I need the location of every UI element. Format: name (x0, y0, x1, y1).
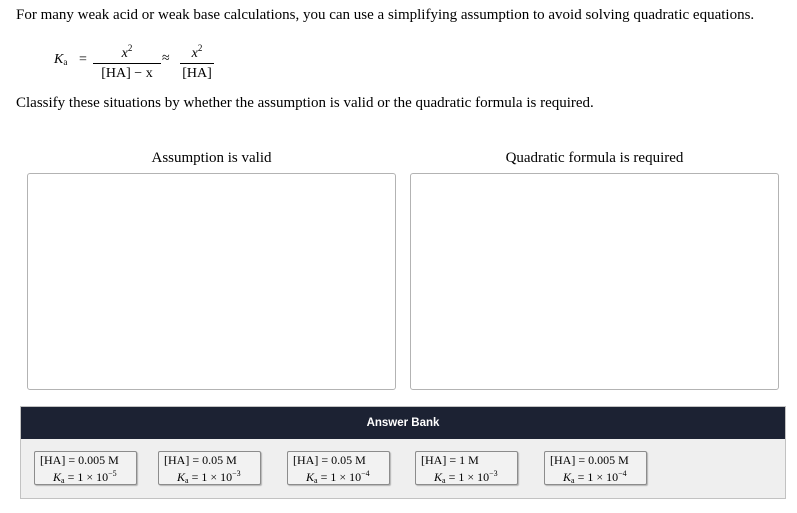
ka-text: $K_a = 1 \times 10^{-4}$ (563, 469, 627, 485)
ka-text: $K_a = 1 \times 10^{-3}$ (177, 469, 241, 485)
concentration-text: [HA] = 0.05 M (164, 453, 237, 467)
ka-text: $K_a = 1 \times 10^{-4}$ (306, 469, 370, 485)
numerator: $x^2$ (191, 43, 203, 61)
denominator-full: [HA] − x (101, 66, 153, 81)
approx-sign: ≈ (162, 51, 170, 66)
equals-sign: = (79, 52, 87, 67)
instruction-text: Classify these situations by whether the assumption is valid or the quadratic formula is required. (16, 95, 594, 111)
fraction-full (93, 40, 161, 82)
answer-bank-title: Answer Bank (21, 407, 785, 439)
fraction-simple (180, 40, 214, 82)
ka-text: $K_a = 1 \times 10^{-5}$ (53, 469, 117, 485)
answer-card[interactable] (34, 451, 137, 485)
fraction-bar (93, 63, 161, 64)
category-label-valid: Assumption is valid (151, 150, 272, 166)
denominator-simple: [HA] (182, 66, 212, 81)
concentration-text: [HA] = 1 M (421, 453, 479, 467)
concentration-text: [HA] = 0.05 M (293, 453, 366, 467)
answer-card[interactable] (287, 451, 390, 485)
ka-text: $K_a = 1 \times 10^{-3}$ (434, 469, 498, 485)
answer-card[interactable] (415, 451, 518, 485)
concentration-text: [HA] = 0.005 M (40, 453, 119, 467)
drop-zone-valid[interactable] (27, 173, 396, 390)
ka-symbol: $K_a$ (54, 52, 68, 67)
fraction-bar (180, 63, 214, 64)
drop-zone-quadratic[interactable] (410, 173, 779, 390)
numerator: $x^2$ (121, 43, 133, 61)
answer-card[interactable] (544, 451, 647, 485)
intro-text: For many weak acid or weak base calculations, you can use a simplifying assumption to avoid solving quadratic equations. (16, 7, 755, 23)
concentration-text: [HA] = 0.005 M (550, 453, 629, 467)
answer-card[interactable] (158, 451, 261, 485)
category-label-quadratic: Quadratic formula is required (505, 150, 684, 166)
